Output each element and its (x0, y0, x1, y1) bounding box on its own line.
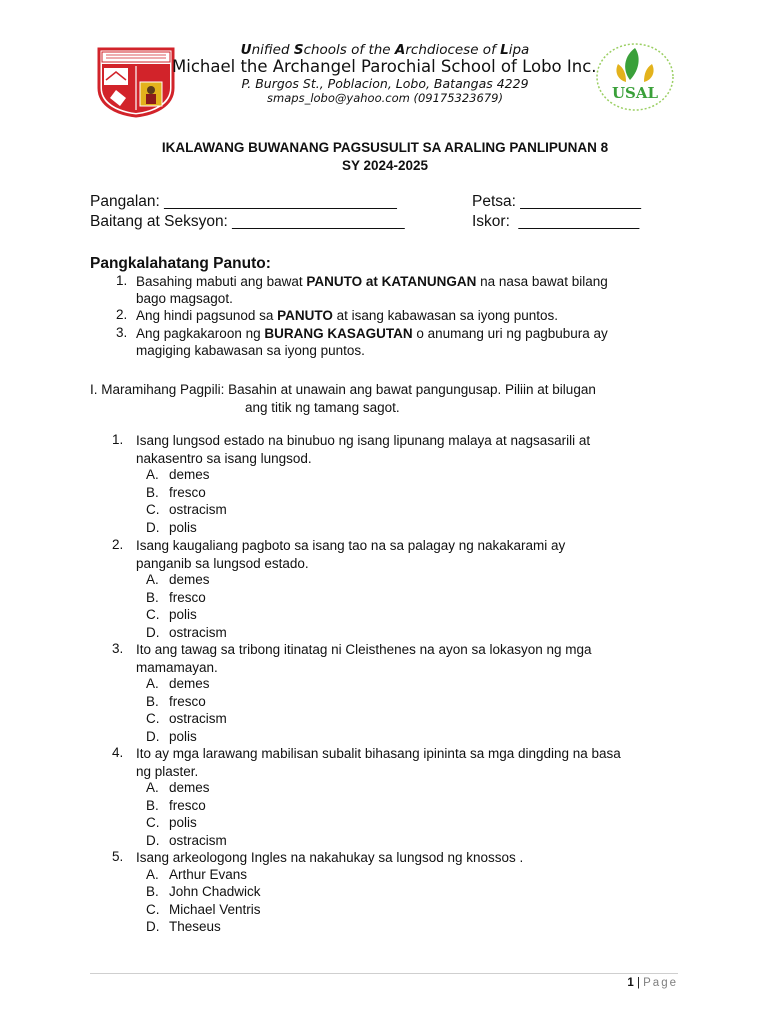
question-text: nakasentro sa isang lungsod. (136, 450, 312, 466)
instruction-text-part: Ang hindi pagsunod sa (136, 308, 278, 323)
option-letter: A. (146, 572, 159, 587)
option-text: Theseus (169, 919, 221, 934)
option-letter: D. (146, 728, 160, 744)
grade-section-field: Baitang at Seksyon: ____________________ (90, 213, 405, 230)
instruction-text-part: at isang kabawasan sa iyong puntos. (332, 308, 559, 323)
section-instruction: I. Maramihang Pagpili: Basahin at unawain ang bawat pangungusap. Piliin at bilugan (90, 382, 596, 397)
option-text: demes (169, 467, 210, 482)
option-letter: B. (146, 693, 159, 709)
option-text: polis (169, 815, 197, 830)
option-letter: C. (146, 815, 160, 830)
question-text: mamamayan. (136, 659, 218, 675)
instruction-text (136, 307, 558, 325)
instruction-emphasis: PANUTO (277, 308, 333, 323)
option-letter: D. (146, 919, 160, 934)
option-text: Michael Ventris (169, 901, 261, 917)
option-letter: D. (146, 832, 160, 848)
option-text: John Chadwick (169, 884, 261, 899)
date-field: Petsa: ______________ (472, 193, 641, 210)
option-text: demes (169, 780, 210, 795)
school-year: SY 2024-2025 (341, 158, 429, 173)
option-text: demes (169, 676, 210, 691)
option-letter: C. (146, 711, 160, 726)
school-address: P. Burgos St., Poblacion, Lobo, Batangas 4229 (241, 76, 529, 91)
option-text: fresco (169, 484, 206, 500)
option-letter: B. (146, 797, 159, 813)
instruction-text-part: Ang pagkakaroon ng (136, 326, 265, 341)
instruction-number: 3. (116, 325, 128, 340)
school-name: Michael the Archangel Parochial School of Lobo Inc. (172, 57, 597, 76)
instruction-text-cont: bago magsagot. (136, 291, 233, 306)
option-text: demes (169, 572, 210, 587)
usal-logo-text: USAL (611, 84, 659, 102)
instruction-number: 2. (116, 307, 128, 322)
question-number: 1. (112, 432, 124, 447)
option-text: fresco (169, 693, 206, 709)
score-field: Iskor: ______________ (472, 213, 640, 230)
option-letter: A. (146, 676, 159, 691)
option-text: Arthur Evans (169, 866, 248, 882)
page-label: Page (643, 977, 678, 989)
option-letter: C. (146, 502, 160, 517)
option-letter: C. (146, 901, 160, 917)
page-footer (627, 977, 678, 989)
question-text: Isang arkeologong Ingles na nakahukay sa lungsod ng knossos . (136, 850, 524, 865)
option-letter: C. (146, 607, 160, 622)
option-letter: B. (146, 589, 159, 605)
option-text: ostracism (169, 832, 227, 848)
section-instruction-cont: ang titik ng tamang sagot. (245, 400, 400, 415)
option-text: fresco (169, 797, 206, 813)
instruction-text-part: o anumang uri ng pagbubura ay (412, 326, 608, 341)
option-text: ostracism (169, 711, 227, 726)
instruction-text (136, 325, 608, 343)
option-letter: A. (146, 780, 159, 795)
instruction-text-part: Basahing mabuti ang bawat (136, 274, 307, 289)
question-text: Isang lungsod estado na binubuo ng isang lipunang malaya at nagsasarili at (136, 433, 591, 448)
school-contact: smaps_lobo@yahoo.com (09175323679) (267, 91, 503, 105)
page-number: 1 (627, 977, 634, 989)
option-text: polis (169, 519, 197, 535)
question-number: 4. (112, 745, 124, 760)
instruction-text (136, 273, 608, 291)
diocese-line: Unified Schools of the Archdiocese of Lipa (240, 42, 530, 58)
option-letter: B. (146, 484, 159, 500)
instruction-number: 1. (116, 273, 128, 288)
instruction-emphasis: BURANG KASAGUTAN (264, 326, 413, 341)
instructions-heading: Pangkalahatang Panuto: (90, 255, 271, 272)
option-text: fresco (169, 589, 206, 605)
question-text: panganib sa lungsod estado. (136, 555, 309, 571)
question-text: ng plaster. (136, 763, 199, 779)
instruction-text-cont: magiging kabawasan sa iyong puntos. (136, 343, 365, 358)
option-text: ostracism (169, 624, 227, 640)
name-field: Pangalan: ___________________________ (90, 193, 397, 210)
question-text: Ito ang tawag sa tribong itinatag ni Cleisthenes na ayon sa lokasyon ng mga (136, 642, 592, 657)
question-text: Ito ay mga larawang mabilisan subalit bihasang ipininta sa mga dingding na basa (136, 746, 621, 761)
exam-title: IKALAWANG BUWANANG PAGSUSULIT SA ARALING PANLIPUNAN 8 (161, 140, 609, 155)
option-letter: D. (146, 519, 160, 535)
page-separator: | (636, 977, 640, 989)
instruction-emphasis: PANUTO at KATANUNGAN (306, 274, 477, 289)
option-letter: A. (146, 866, 159, 882)
option-letter: A. (146, 467, 159, 482)
question-number: 2. (112, 537, 124, 552)
option-text: polis (169, 607, 197, 622)
question-number: 5. (112, 849, 124, 864)
footer-rule (90, 973, 678, 974)
option-text: ostracism (169, 502, 227, 517)
question-number: 3. (112, 641, 124, 656)
option-letter: D. (146, 624, 160, 640)
option-text: polis (169, 728, 197, 744)
option-letter: B. (146, 884, 159, 899)
question-text: Isang kaugaliang pagboto sa isang tao na sa palagay ng nakakarami ay (136, 538, 566, 553)
instruction-text-part: na nasa bawat bilang (476, 274, 608, 289)
